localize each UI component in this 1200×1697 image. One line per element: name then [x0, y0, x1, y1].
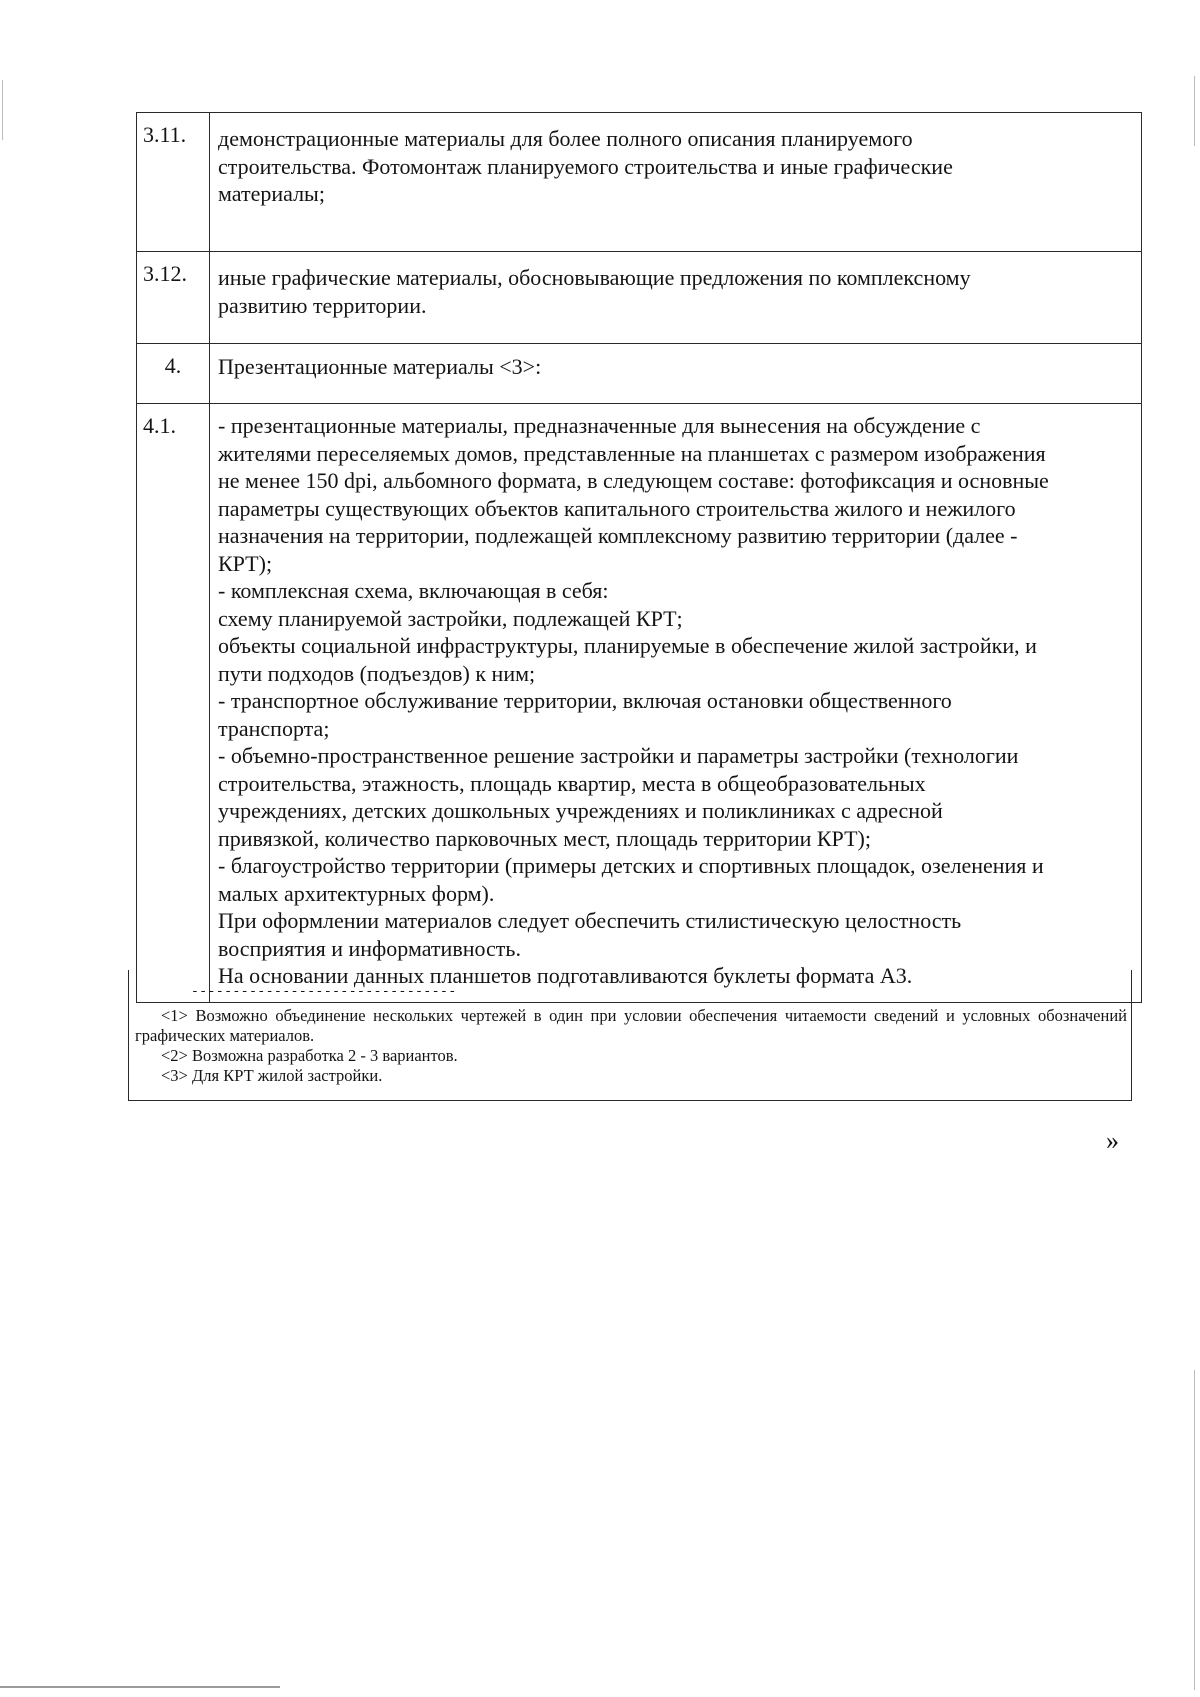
text-line: схему планируемой застройки, подлежащей КРТ; [218, 605, 683, 631]
footnote-1: <1> Возможно объединение нескольких чертежей в один при условии обеспечения читаемости сведений и условных обозначений графических материалов. [135, 1006, 1127, 1045]
text-line: пути подходов (подъездов) к ним; [218, 660, 536, 686]
footnote-separator: -------------------------------- [191, 984, 457, 999]
text-line: материалы; [218, 181, 325, 206]
text-line: объекты социальной инфраструктуры, планируемые в обеспечение жилой застройки, и [218, 633, 1037, 658]
row-text [210, 252, 1142, 344]
text-line: - презентационные материалы, предназначенные для вынесения на обсуждение с [218, 413, 981, 438]
text-line: жителями переселяемых домов, представленные на планшетах с размером изображения [218, 440, 1046, 466]
text-line: не менее 150 dpi, альбомного формата, в следующем составе: фотофиксация и основные [218, 468, 1049, 493]
text-line: назначения на территории, подлежащей комплексному развитию территории (далее - [218, 523, 1018, 548]
text-line: привязкой, количество парковочных мест, площадь территории КРТ); [218, 825, 871, 851]
scan-edge-mark [1194, 1370, 1195, 1690]
text-line: восприятия и информативность. [218, 935, 521, 961]
text-line: - объемно-пространственное решение застройки и параметры застройки (технологии [218, 743, 1019, 768]
footnote-2: <2> Возможна разработка 2 - 3 вариантов. [161, 1046, 458, 1065]
table-row [137, 252, 1142, 344]
table-row [137, 344, 1142, 404]
footnotes-body [135, 1006, 1127, 1086]
text-line: При оформлении материалов следует обеспечить стилистическую целостность [218, 908, 962, 933]
text-line: развитию территории. [218, 292, 427, 318]
text-line: иные графические материалы, обосновывающие предложения по комплексному [218, 265, 971, 290]
text-line: строительства, этажность, площадь квартир, места в общеобразовательных [218, 770, 926, 796]
footnote-3: <3> Для КРТ жилой застройки. [161, 1066, 383, 1085]
text-line: малых архитектурных форм). [218, 880, 495, 906]
row-number: 4. [137, 344, 210, 404]
text-line: - благоустройство территории (примеры детских и спортивных площадок, озеленения и [218, 853, 1044, 878]
text-line: учреждениях, детских дошкольных учреждениях и поликлиниках с адресной [218, 798, 943, 823]
text-line: - комплексная схема, включающая в себя: [218, 578, 609, 603]
row-text [210, 344, 1142, 404]
closing-quote: » [1106, 1126, 1119, 1155]
row-number: 4.1. [137, 404, 210, 1003]
text-line: параметры существующих объектов капитального строительства жилого и нежилого [218, 495, 1016, 521]
text-line: На основании данных планшетов подготавливаются буклеты формата А3. [218, 963, 913, 988]
table-row [137, 113, 1142, 252]
text-line: Презентационные материалы <3>: [218, 354, 542, 379]
scan-edge-mark [2, 80, 3, 140]
scan-edge-mark [1194, 76, 1195, 146]
text-line: строительства. Фотомонтаж планируемого строительства и иные графические [218, 153, 953, 179]
text-line: транспорта; [218, 715, 330, 741]
text-line: демонстрационные материалы для более полного описания планируемого [218, 126, 913, 151]
footnotes-box [128, 970, 1132, 1101]
row-number: 3.11. [137, 113, 210, 252]
text-line: КРТ); [218, 550, 273, 576]
text-line: - транспортное обслуживание территории, включая остановки общественного [218, 688, 952, 713]
row-text [210, 404, 1142, 1003]
scan-edge-mark [0, 1686, 280, 1688]
row-text [210, 113, 1142, 252]
materials-table [136, 112, 1142, 1003]
table-row [137, 404, 1142, 1003]
row-number: 3.12. [137, 252, 210, 344]
